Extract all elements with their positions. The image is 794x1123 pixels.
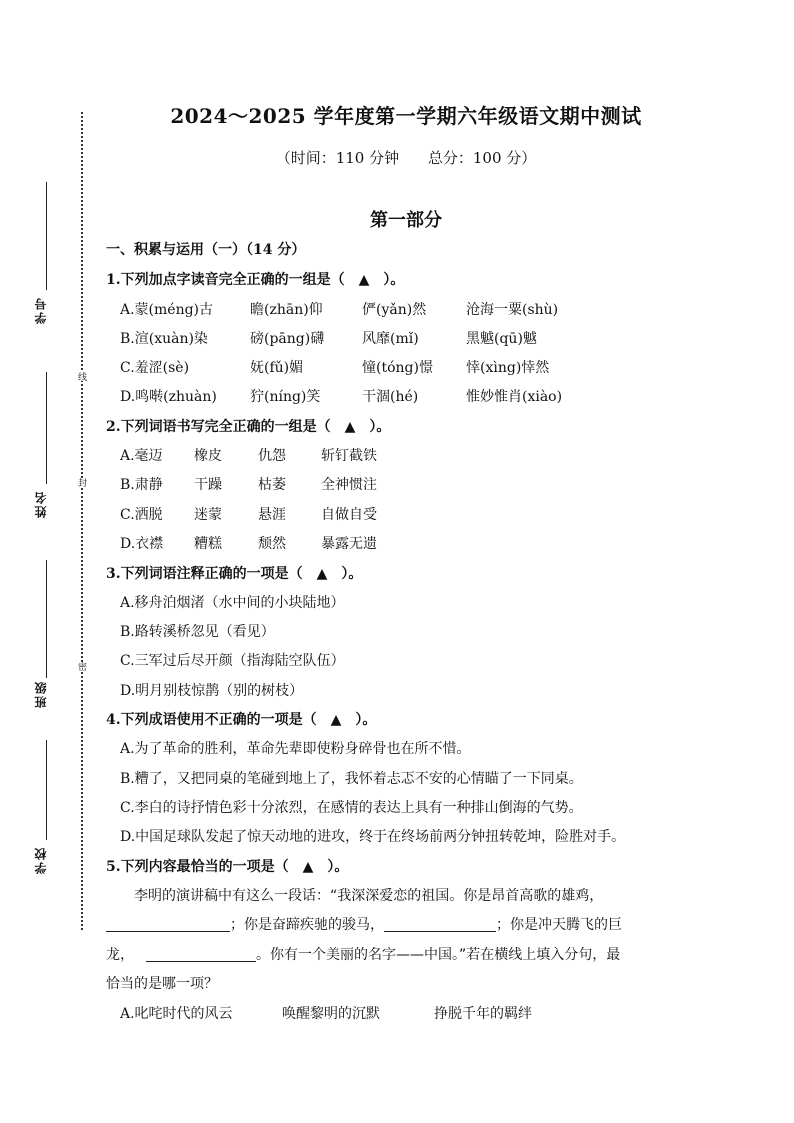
q1-option-d: D.鸣啭(zhuàn) (120, 389, 217, 405)
name-label: 姓名 (34, 490, 48, 518)
q5-blank-1[interactable] (106, 917, 230, 932)
q2-option-c-2: 迷蒙 (194, 507, 222, 523)
q3-option-b: B.路转溪桥忽见（看见） (120, 624, 275, 640)
q2-stem: 2.下列词语书写完全正确的一组是（ ▲ ）。 (106, 419, 391, 435)
q5-option-a: A.叱咤时代的风云 (120, 1006, 233, 1022)
exam-time: （时间：110 分钟 (275, 149, 400, 167)
q5-option-a-3: 挣脱千年的羁绊 (434, 1006, 532, 1022)
section-heading: 一、积累与运用（一）（14 分） (106, 242, 306, 258)
q3-option-d: D.明月别枝惊鹊（别的树枝） (120, 683, 304, 699)
q1-option-d-2: 狞(níng)笑 (250, 389, 321, 405)
q2-option-b-3: 枯萎 (258, 477, 286, 493)
school-label: 学校 (34, 846, 48, 874)
q2-option-d: D.衣襟 (120, 536, 164, 552)
binding-margin (0, 0, 100, 1123)
q1-option-c-3: 憧(tóng)憬 (362, 360, 433, 376)
q5-blank-2[interactable] (384, 917, 496, 932)
q2-option-a: A.毫迈 (120, 448, 163, 464)
q3-option-c: C.三军过后尽开颜（指海陆空队伍） (120, 653, 345, 669)
q5-passage-2a: ；你是奋蹄疾驰的骏马， (230, 917, 384, 933)
seal-word-xian: 线 (76, 372, 86, 381)
q1-option-c: C.羞涩(sè) (120, 360, 190, 376)
q2-option-a-3: 仇怨 (258, 448, 286, 464)
q5-option-a-2: 唤醒黎明的沉默 (282, 1006, 380, 1022)
seal-word-feng: 封 (76, 478, 86, 487)
q5-passage-line-3 (106, 944, 620, 964)
q5-passage-line-2 (106, 914, 622, 934)
q1-stem: 1.下列加点字读音完全正确的一组是（ ▲ ）。 (106, 272, 405, 288)
class-blank[interactable] (46, 560, 47, 678)
q1-option-a-3: 俨(yǎn)然 (362, 302, 427, 318)
q1-option-b-3: 风靡(mǐ) (362, 331, 419, 347)
q1-option-c-4: 悻(xìng)悻然 (466, 360, 550, 376)
q1-option-b: B.渲(xuàn)染 (120, 331, 208, 347)
q2-option-b-2: 干躁 (194, 477, 222, 493)
q2-option-a-4: 斩钉截铁 (321, 448, 377, 464)
q1-option-d-4: 惟妙惟肖(xiào) (466, 389, 563, 405)
exam-title: 2024～2025 学年度第一学期六年级语文期中测试 (170, 104, 642, 128)
q4-option-a: A.为了革命的胜利，革命先辈即使粉身碎骨也在所不惜。 (120, 741, 471, 757)
q2-option-d-4: 暴露无遗 (321, 536, 377, 552)
part-heading: 第一部分 (370, 210, 442, 231)
q1-option-a-2: 瞻(zhān)仰 (250, 302, 323, 318)
q5-passage-line-1: 李明的演讲稿中有这么一段话：“我深深爱恋的祖国。你是昂首高歌的雄鸡， (134, 888, 604, 904)
q3-option-a: A.移舟泊烟渚（水中间的小块陆地） (120, 595, 345, 611)
seal-line (81, 112, 83, 930)
q5-passage-3a: 龙， (106, 947, 134, 963)
class-label: 班级 (34, 680, 48, 708)
q1-option-b-2: 磅(pāng)礴 (250, 331, 325, 347)
q5-passage-2b: ；你是冲天腾飞的巨 (496, 917, 622, 933)
q5-passage-3b: 。你有一个美丽的名字——中国。”若在横线上填入分句，最 (256, 947, 621, 963)
q2-option-c-3: 悬涯 (258, 507, 286, 523)
student-id-blank[interactable] (46, 182, 47, 290)
q4-option-c: C.李白的诗抒情色彩十分浓烈，在感情的表达上具有一种排山倒海的气势。 (120, 800, 583, 816)
q1-option-b-4: 黑魆(qū)魆 (466, 331, 537, 347)
q4-option-d: D.中国足球队发起了惊天动地的进攻，终于在终场前两分钟扭转乾坤，险胜对手。 (120, 829, 626, 845)
student-id-label: 学号 (34, 296, 48, 324)
q4-option-b: B.糟了，又把同桌的笔碰到地上了，我怀着忐忑不安的心情瞄了一下同桌。 (120, 771, 583, 787)
q2-option-c-4: 自做自受 (321, 507, 377, 523)
q2-option-a-2: 橡皮 (194, 448, 222, 464)
seal-word-mi: 密 (76, 662, 86, 671)
q1-option-d-3: 干涸(hé) (362, 389, 419, 405)
q4-stem: 4.下列成语使用不正确的一项是（ ▲ ）。 (106, 712, 377, 728)
q3-stem: 3.下列词语注释正确的一项是（ ▲ ）。 (106, 566, 363, 582)
q2-option-d-3: 颓然 (258, 536, 286, 552)
q5-passage-line-4: 恰当的是哪一项？ (106, 976, 218, 992)
exam-score: 总分：100 分） (427, 149, 537, 167)
q2-option-d-2: 糟糕 (194, 536, 222, 552)
q2-option-b-4: 全神惯注 (321, 477, 377, 493)
q1-option-c-2: 妩(fǔ)媚 (250, 360, 304, 376)
q1-option-a: A.蒙(méng)古 (120, 302, 214, 318)
q1-option-a-4: 沧海一粟(shù) (466, 302, 559, 318)
q5-stem: 5.下列内容最恰当的一项是（ ▲ ）。 (106, 859, 349, 875)
q2-option-c: C.洒脱 (120, 507, 163, 523)
school-blank[interactable] (46, 740, 47, 840)
q5-blank-3[interactable] (146, 947, 256, 962)
name-blank[interactable] (46, 372, 47, 484)
q2-option-b: B.肃静 (120, 477, 163, 493)
exam-subtitle (106, 147, 706, 168)
